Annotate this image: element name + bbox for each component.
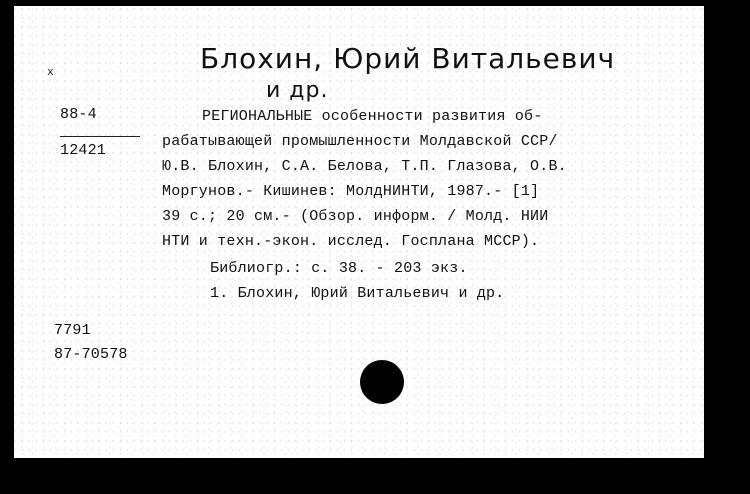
call-number-divider — [60, 136, 140, 137]
footer-number-2: 87-70578 — [54, 346, 128, 363]
handwritten-et-al: и др. — [266, 78, 329, 103]
body-line-3: Ю.В. Блохин, С.А. Белова, Т.П. Глазова, О.В. — [162, 158, 567, 175]
handwritten-author-heading: Блохин, Юрий Витальевич — [200, 42, 616, 75]
body-line-5: 39 с.; 20 см.- (Обзор. информ. / Молд. НИИ — [162, 208, 549, 225]
corner-mark: х — [47, 67, 54, 79]
punch-hole — [360, 360, 404, 404]
body-line-2: рабатывающей промышленности Молдавской ССР/ — [162, 133, 558, 150]
call-number-bottom: 12421 — [60, 142, 107, 159]
tracing-entry: 1. Блохин, Юрий Витальевич и др. — [210, 285, 505, 302]
body-line-6: НТИ и техн.-экон. исслед. Госплана МССР). — [162, 233, 540, 250]
bibliography-note: Библиогр.: с. 38. - 203 экз. — [210, 260, 468, 277]
footer-number-1: 7791 — [54, 322, 91, 339]
catalog-card — [14, 6, 704, 458]
body-line-4: Моргунов.- Кишинев: МолдНИНТИ, 1987.- [1] — [162, 183, 540, 200]
body-line-1: РЕГИОНАЛЬНЫЕ особенности развития об- — [202, 108, 543, 125]
call-number-top: 88-4 — [60, 106, 97, 123]
